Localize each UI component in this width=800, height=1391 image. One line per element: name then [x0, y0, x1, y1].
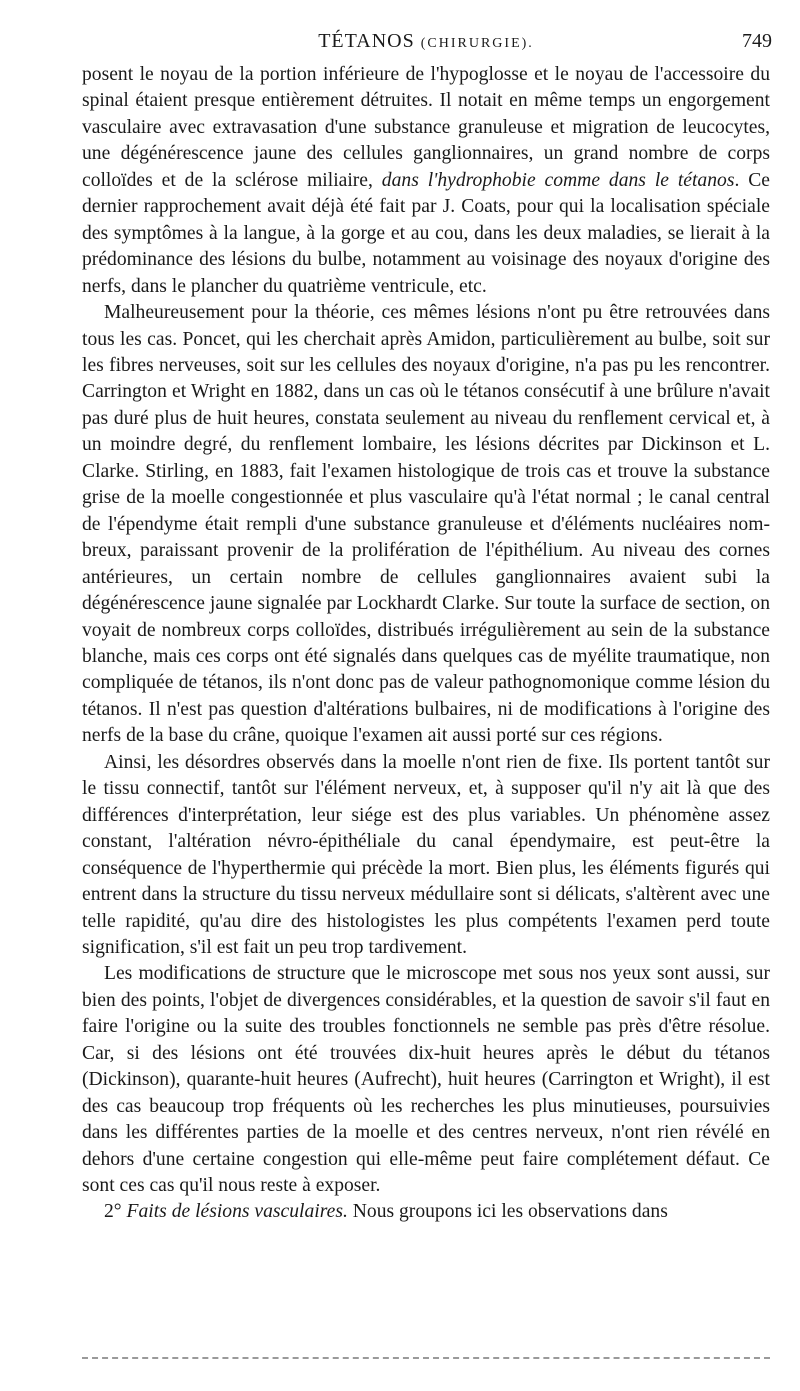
paragraph-4: Les modifications de structure que le microscope met sous nos yeux sont aussi, sur bien des points, l'objet de divergences considérables, et la question de savoir s'il faut en faire l'origine ou la suite des troubles fonctionnels ne semble pas près d'être résolue. Car, si des lésions ont été trouvées dix-huit heures après le début du tétanos (Dickinson), quarante-huit heures (Aufrecht), huit heures (Carrington et Wright), il est des cas beaucoup trop fréquents où les recherches les plus minutieuses, poursuivies dans les différentes parties de la moelle et des centres nerveux, n'ont rien révélé en dehors d'une certaine congestion qui elle-même peut faire complétement défaut. Ce sont ces cas qu'il nous reste à exposer. — [82, 963, 770, 1197]
running-title — [80, 30, 772, 53]
paragraph-3: Ainsi, les désordres observés dans la moelle n'ont rien de fixe. Ils portent tantôt sur le tissu connectif, tantôt sur l'élément nerveux, et, à supposer qu'il n'y ait là que des différences d'interprétation, leur siége est des plus variables. Un phénomène assez constant, l'altération névro-épithéliale du canal épendymaire, est peut-être la conséquence de l'hyperthermie qui précède la mort. Bien plus, les éléments figurés qui entrent dans la structure du tissu nerveux médullaire sont si délicats, s'altèrent avec une telle rapidité, qu'au dire des histologistes les plus compétents l'examen perd toute signification, s'il est fait un peu trop tardivement. — [82, 751, 770, 958]
section-heading: Faits de lésions vasculaires. — [126, 1201, 348, 1223]
paragraph-1-emphasis: dans l'hydrophobie comme dans le tétanos — [381, 169, 735, 191]
paragraph-5-text: Nous groupons ici les observations dans — [347, 1201, 668, 1223]
page-number: 749 — [742, 30, 772, 52]
paragraph-2: Malheureusement pour la théorie, ces mêmes lésions n'ont pu être retrouvées dans tous les cas. Poncet, qui les cherchait après Amidon, particulièrement au bulbe, soit sur les fibres nerveuses, soit sur les cellules des noyaux d'origine, n'a pas pu les rencontrer. Carrington et Wright en 1882, dans un cas où le tétanos consécutif à une brûlure n'avait pas duré plus de huit heures, constata seulement au niveau du renflement cervical et, à un moindre degré, du renflement lombaire, les lésions décrites par Dickinson et L. Clarke. Stirling, en 1883, fait l'examen histologique de trois cas et trouve la substance grise de la moelle congestionnée et plus vasculaire qu'à l'état normal ; le canal central de l'épendyme était rempli d'une substance granuleuse et d'éléments nucléaires nombreux, paraissant provenir de la prolifération de l'épithélium. Au niveau des cornes antérieures, un certain nombre de cellules ganglionnaires avaient subi la dégénérescence jaune signalée par Lockhardt Clarke. Sur toute la surface de section, on voyait de nombreux corps colloïdes, distribués irrégulièrement au sein de la substance blanche, mais ces corps ont été signalés dans quelques cas de myélite traumatique, non compliquée de tétanos, ils n'ont donc pas de valeur pathognomonique comme lésion du tétanos. Il n'est pas question d'altérations bulbaires, ni de modifications à l'origine des nerfs de la base du crâne, quoique l'examen ait aussi porté sur ces régions. — [82, 302, 770, 747]
body-text — [82, 62, 770, 1226]
paragraph-1 — [82, 62, 770, 300]
running-title-sub: (CHIRURGIE). — [420, 36, 534, 51]
running-title-main: TÉTANOS — [318, 30, 415, 52]
running-header — [80, 30, 772, 60]
paragraph-1-text-b: . Ce dernier rapprochement avait déjà été fait par J. Coats, pour qui la localisation spéciale des symptômes à la langue, à la gorge et au cou, dans les deux maladies, se lierait à la prédominance des lésions du bulbe, notamment au voisinage des noyaux d'origine des nerfs, dans le plancher du quatrième ventricule, etc. — [82, 169, 771, 297]
section-number: 2° — [104, 1201, 127, 1223]
footer-rule — [82, 1357, 770, 1359]
paragraph-5 — [82, 1199, 770, 1225]
paragraph-1-text-a: posent le noyau de la portion inférieure de l'hypoglosse et le noyau de l'accessoire du spinal étaient presque entièrement détruites. Il notait en même temps un engorgement vasculaire avec extravasation d'une substance granuleuse et migration de leucocytes, une dégénérescence jaune des cellules ganglionnaires, un grand nombre de corps colloïdes et de la sclérose miliaire, — [82, 64, 770, 191]
